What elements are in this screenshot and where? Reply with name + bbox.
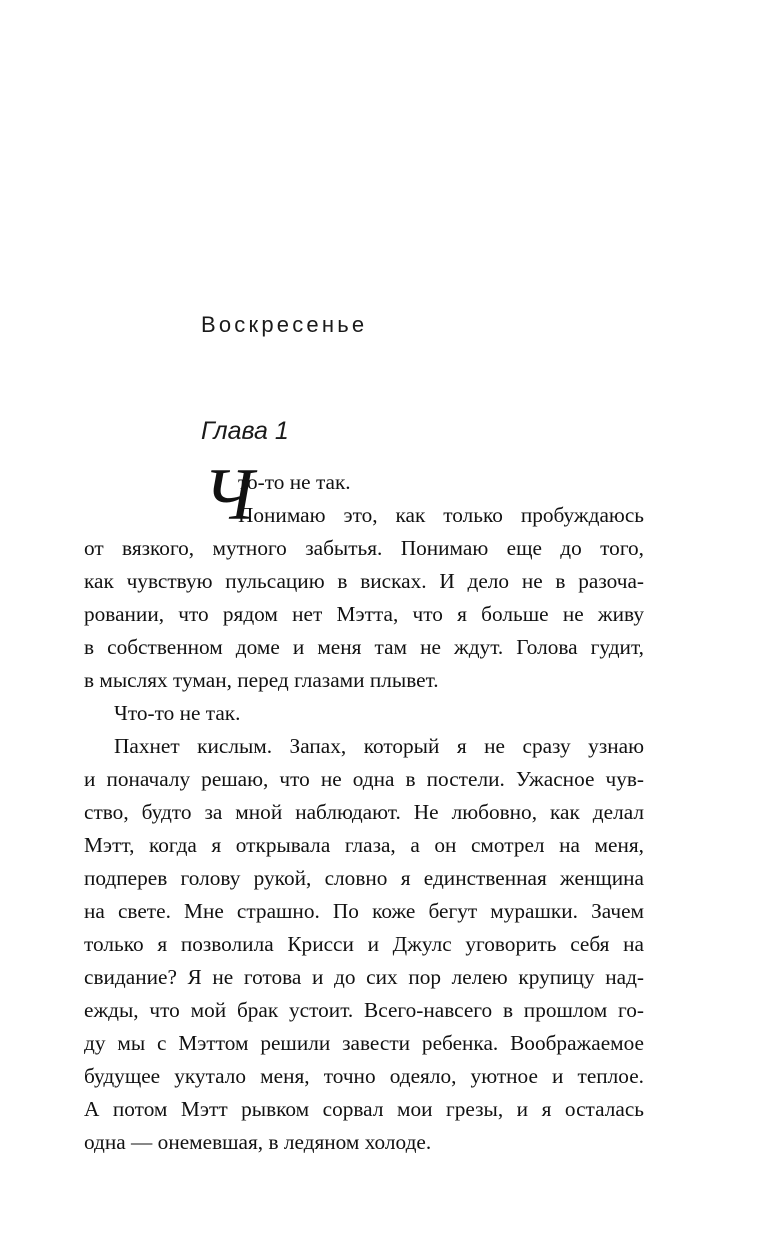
- text-line: Пахнет кислым. Запах, который я не сразу узнаю: [114, 734, 644, 758]
- text-line: от вязкого, мутного забытья. Понимаю еще до того,: [84, 536, 644, 560]
- text-line: на свете. Мне страшно. По коже бегут мурашки. Зачем: [84, 899, 644, 923]
- text-line: ежды, что мой брак устоит. Всего-навсего в прошлом го-: [84, 998, 644, 1022]
- text-line: Что-то не так.: [114, 701, 241, 725]
- chapter-title: Глава 1: [201, 417, 289, 445]
- text-line: Понимаю это, как только пробуждаюсь: [238, 503, 644, 527]
- text-line: ство, будто за мной наблюдают. Не любовно, как делал: [84, 800, 644, 824]
- text-line: подперев голову рукой, словно я единственная женщина: [84, 866, 644, 890]
- text-line: ду мы с Мэттом решили завести ребенка. Воображаемое: [84, 1031, 644, 1055]
- text-line: свидание? Я не готова и до сих пор лелею крупицу над-: [84, 965, 644, 989]
- part-title: Воскресенье: [201, 312, 368, 337]
- text-line: А потом Мэтт рывком сорвал мои грезы, и я осталась: [84, 1097, 644, 1121]
- text-line: только я позволила Крисси и Джулс уговорить себя на: [84, 932, 644, 956]
- text-line: и поначалу решаю, что не одна в постели. Ужасное чув-: [84, 767, 644, 791]
- text-line: будущее укутало меня, точно одеяло, уютное и теплое.: [84, 1064, 644, 1088]
- text-line: то-то не так.: [238, 470, 351, 494]
- drop-cap: Ч: [203, 454, 254, 536]
- text-line: Мэтт, когда я открывала глаза, а он смотрел на меня,: [84, 833, 644, 857]
- text-line: как чувствую пульсацию в висках. И дело не в разоча-: [84, 569, 644, 593]
- text-line: в собственном доме и меня там не ждут. Голова гудит,: [84, 635, 644, 659]
- text-line: в мыслях туман, перед глазами плывет.: [84, 668, 439, 692]
- text-line: ровании, что рядом нет Мэтта, что я больше не живу: [84, 602, 644, 626]
- text-line: одна — онемевшая, в ледяном холоде.: [84, 1130, 432, 1154]
